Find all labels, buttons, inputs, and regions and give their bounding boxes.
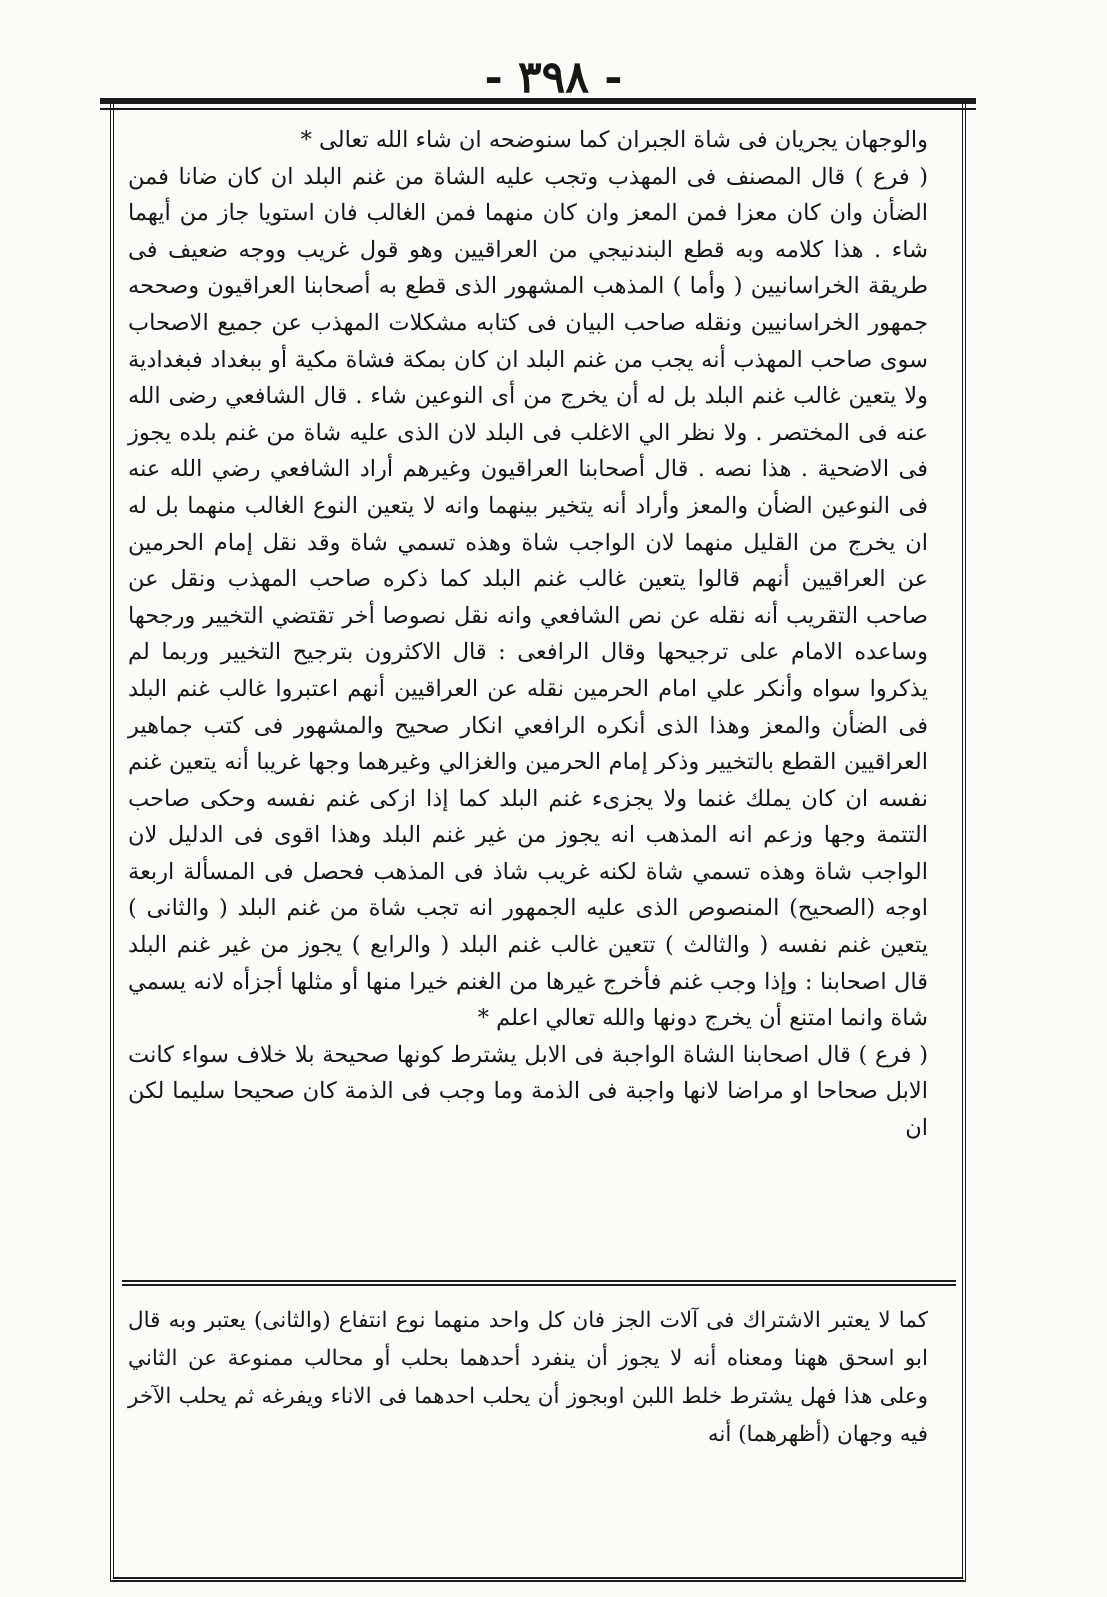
page-number: - ٣٩٨ - xyxy=(484,52,623,103)
footnote-separator xyxy=(122,1280,956,1286)
footnote-paragraph: كما لا يعتبر الاشتراك فى آلات الجز فان كل واحد منهما نوع انتفاع (والثانى) يعتبر وبه قال ابو اسحق ههنا ومعناه أنه لا يجوز أن ينفرد أحدهما بحلب أو محالب ممنوعة عن الثاني وعلى هذا فهل يشترط خلط اللبن اوبجوز أن يحلب احدهما فى الاناء ويفرغه ثم يحلب الآخر فيه وجهان (أظهرهما) أنه xyxy=(128,1308,928,1447)
main-paragraph: والوجهان يجريان فى شاة الجبران كما سنوضحه ان شاء الله تعالى * xyxy=(300,127,928,153)
main-paragraph: ( فرع ) قال المصنف فى المهذب وتجب عليه الشاة من غنم البلد ان كان ضانا فمن الضأن وان كان معزا فمن المعز وان كان منهما فمن الغالب فان استويا جاز من أيهما شاء . هذا كلامه وبه قطع البندنيجي من العراقيين وهو قول غريب ووجه ضعيف فى طريقة الخراسانيين ( وأما ) المذهب المشهور الذى قطع به أصحابنا العراقيون وصححه جمهور الخراسانيين ونقله صاحب البيان فى كتابه مشكلات المهذب عن جميع الاصحاب سوى صاحب المهذب أنه يجب من غنم البلد ان كان بمكة فشاة مكية أو ببغداد فبغدادية ولا يتعين غالب غنم البلد بل له أن يخرج من أى النوعين شاء . قال الشافعي رضى الله عنه فى المختصر . ولا نظر الي الاغلب فى البلد لان الذى عليه شاة من غنم بلده يجوز فى الاضحية . هذا نصه . قال أصحابنا العراقيون وغيرهم أراد الشافعي رضي الله عنه فى النوعين الضأن والمعز وأراد أنه يتخير بينهما وانه لا يتعين النوع الغالب منهما بل له ان يخرج من القليل منهما لان الواجب شاة وهذه تسمي شاة وقد نقل إمام الحرمين عن العراقيين أنهم قالوا يتعين غالب غنم البلد كما ذكره صاحب المهذب ونقل عن صاحب التقريب أنه نقله عن نص الشافعي وانه نقل نصوصا أخر تقتضي التخيير ورجحها وساعده الامام على ترجيحها وقال الرافعى : قال الاكثرون بترجيح التخيير وربما لم يذكروا سواه وأنكر علي امام الحرمين نقله عن العراقيين أنهم اعتبروا غالب غنم البلد فى الضأن والمعز وهذا الذى أنكره الرافعي انكار صحيح والمشهور فى كتب جماهير العراقيين القطع بالتخيير وذكر إمام الحرمين والغزالي وغيرهما وجها غريبا أنه يتعين غنم نفسه ان كان يملك غنما ولا يجزىء غنم البلد كما إذا ازكى غنم نفسه وحكى صاحب التتمة وجها وزعم انه المذهب انه يجوز من غير غنم البلد وهذا اقوى فى الدليل لان الواجب شاة وهذه تسمي شاة لكنه غريب شاذ فى المذهب فحصل فى المسألة اربعة اوجه (الصحيح) المنصوص الذى عليه الجمهور انه تجب شاة من غنم البلد ( والثانى ) يتعين غنم نفسه ( والثالث ) تتعين غالب غنم البلد ( والرابع ) يجوز من غير غنم البلد قال اصحابنا : وإذا وجب غنم فأخرج غيرها من الغنم خيرا منها أو مثلها أجزأه لانه يسمي شاة وانما امتنع أن يخرج دونها والله تعالي اعلم * xyxy=(128,163,928,1032)
footnote-text xyxy=(128,1302,928,1454)
main-text xyxy=(128,122,928,1147)
main-paragraph: ( فرع ) قال اصحابنا الشاة الواجبة فى الابل يشترط كونها صحيحة بلا خلاف سواء كانت الابل صحاحا او مراضا لانها واجبة فى الذمة وما وجب فى الذمة كان صحيحا سليما لكن ان xyxy=(128,1041,928,1142)
